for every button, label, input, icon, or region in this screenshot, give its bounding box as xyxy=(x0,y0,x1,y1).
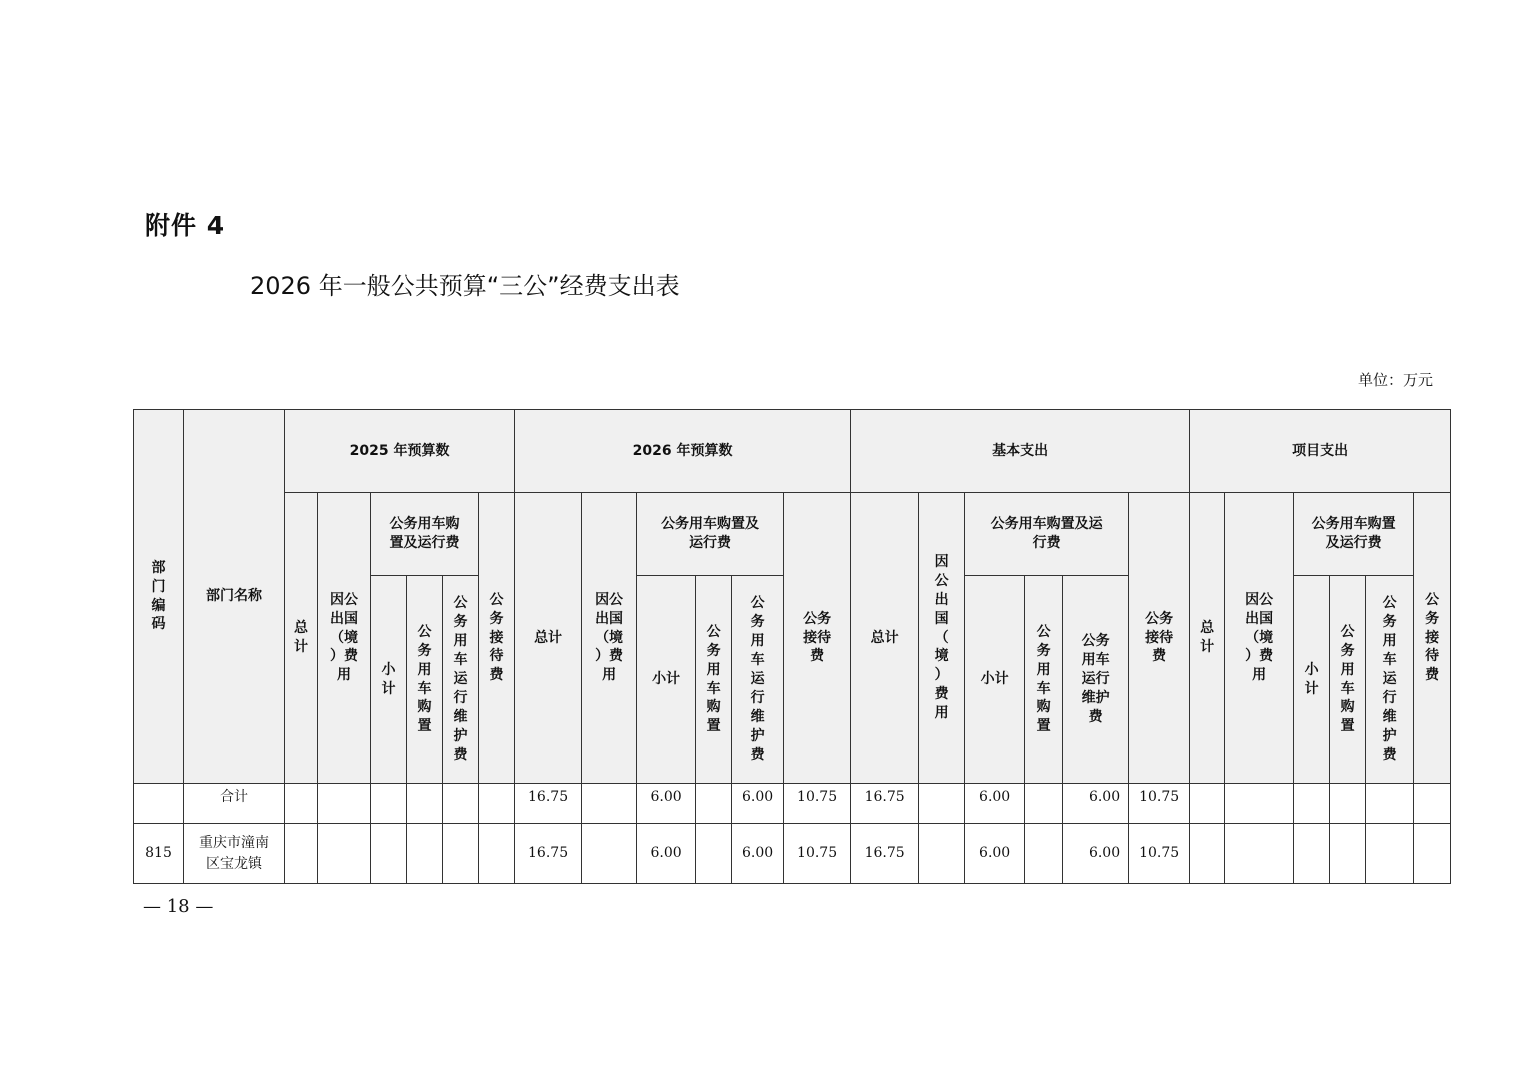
cell xyxy=(285,784,318,824)
cell xyxy=(1190,824,1225,884)
cell xyxy=(443,784,479,824)
header-group-2026: 2026 年预算数 xyxy=(515,410,851,493)
document-title: 2026 年一般公共预算“三公”经费支出表 xyxy=(250,272,680,300)
header-project-abroad: 因公 出国 （境 ）费 用 xyxy=(1225,493,1294,784)
header-2026-total: 总计 xyxy=(515,493,582,784)
header-project-reception: 公 务 接 待 费 xyxy=(1414,493,1451,784)
cell xyxy=(443,824,479,884)
cell-code xyxy=(134,784,184,824)
cell xyxy=(371,784,407,824)
header-2026-car-maint: 公 务 用 车 运 行 维 护 费 xyxy=(732,576,784,784)
header-2025-subtotal: 小 计 xyxy=(371,576,407,784)
cell: 6.00 xyxy=(732,824,784,884)
cell xyxy=(479,784,515,824)
header-basic-abroad: 因 公 出 国 （ 境 ） 费 用 xyxy=(919,493,965,784)
three-public-expense-table xyxy=(133,409,1451,884)
cell xyxy=(371,824,407,884)
header-basic-car-group: 公务用车购置及运 行费 xyxy=(965,493,1129,576)
cell-code: 815 xyxy=(134,824,184,884)
header-2026-car-purchase: 公 务 用 车 购 置 xyxy=(696,576,732,784)
attachment-label: 附件 4 xyxy=(145,211,226,240)
cell: 6.00 xyxy=(637,824,696,884)
cell xyxy=(1414,784,1451,824)
cell-name: 重庆市潼南 区宝龙镇 xyxy=(184,824,285,884)
cell: 6.00 xyxy=(637,784,696,824)
cell xyxy=(407,824,443,884)
cell xyxy=(285,824,318,884)
cell: 16.75 xyxy=(851,824,919,884)
header-group-project: 项目支出 xyxy=(1190,410,1451,493)
cell: 10.75 xyxy=(784,784,851,824)
page-number: — 18 — xyxy=(143,896,214,917)
cell xyxy=(1414,824,1451,884)
cell: 6.00 xyxy=(965,784,1025,824)
header-group-basic: 基本支出 xyxy=(851,410,1190,493)
cell: 6.00 xyxy=(1063,784,1129,824)
header-2025-car-group: 公务用车购 置及运行费 xyxy=(371,493,479,576)
cell: 16.75 xyxy=(515,784,582,824)
cell: 6.00 xyxy=(732,784,784,824)
header-basic-subtotal: 小计 xyxy=(965,576,1025,784)
cell xyxy=(1025,824,1063,884)
header-dept-name: 部门名称 xyxy=(184,410,285,784)
cell xyxy=(1225,824,1294,884)
cell xyxy=(582,784,637,824)
cell: 10.75 xyxy=(1129,784,1190,824)
cell xyxy=(407,784,443,824)
header-2026-abroad: 因公 出国 （境 ）费 用 xyxy=(582,493,637,784)
cell xyxy=(1025,784,1063,824)
cell xyxy=(1294,784,1330,824)
cell xyxy=(696,784,732,824)
header-group-2025: 2025 年预算数 xyxy=(285,410,515,493)
header-basic-car-maint: 公务 用车 运行 维护 费 xyxy=(1063,576,1129,784)
cell: 10.75 xyxy=(784,824,851,884)
cell xyxy=(696,824,732,884)
header-2025-car-purchase: 公 务 用 车 购 置 xyxy=(407,576,443,784)
cell xyxy=(1366,784,1414,824)
header-project-total: 总 计 xyxy=(1190,493,1225,784)
header-project-car-maint: 公 务 用 车 运 行 维 护 费 xyxy=(1366,576,1414,784)
unit-label: 单位：万元 xyxy=(1358,371,1434,389)
cell xyxy=(1366,824,1414,884)
cell: 10.75 xyxy=(1129,824,1190,884)
header-2025-total: 总 计 xyxy=(285,493,318,784)
header-2025-reception: 公 务 接 待 费 xyxy=(479,493,515,784)
header-2026-subtotal: 小计 xyxy=(637,576,696,784)
header-project-car-group: 公务用车购置 及运行费 xyxy=(1294,493,1414,576)
cell xyxy=(919,784,965,824)
cell xyxy=(1294,824,1330,884)
header-project-subtotal: 小 计 xyxy=(1294,576,1330,784)
header-dept-code: 部 门 编 码 xyxy=(134,410,184,784)
cell-name: 合计 xyxy=(184,784,285,824)
header-basic-total: 总计 xyxy=(851,493,919,784)
header-2025-car-maint: 公 务 用 车 运 行 维 护 费 xyxy=(443,576,479,784)
cell: 6.00 xyxy=(1063,824,1129,884)
header-basic-car-purchase: 公 务 用 车 购 置 xyxy=(1025,576,1063,784)
header-2025-abroad: 因公 出国 （境 ）费 用 xyxy=(318,493,371,784)
cell xyxy=(582,824,637,884)
cell xyxy=(1190,784,1225,824)
cell xyxy=(919,824,965,884)
cell xyxy=(318,824,371,884)
header-2026-car-group: 公务用车购置及 运行费 xyxy=(637,493,784,576)
header-2026-reception: 公务 接待 费 xyxy=(784,493,851,784)
cell: 6.00 xyxy=(965,824,1025,884)
cell xyxy=(479,824,515,884)
table-row xyxy=(134,824,1451,884)
header-basic-reception: 公务 接待 费 xyxy=(1129,493,1190,784)
cell xyxy=(1330,784,1366,824)
cell xyxy=(1330,824,1366,884)
cell: 16.75 xyxy=(851,784,919,824)
cell: 16.75 xyxy=(515,824,582,884)
cell xyxy=(318,784,371,824)
header-project-car-purchase: 公 务 用 车 购 置 xyxy=(1330,576,1366,784)
table-row xyxy=(134,784,1451,824)
cell xyxy=(1225,784,1294,824)
